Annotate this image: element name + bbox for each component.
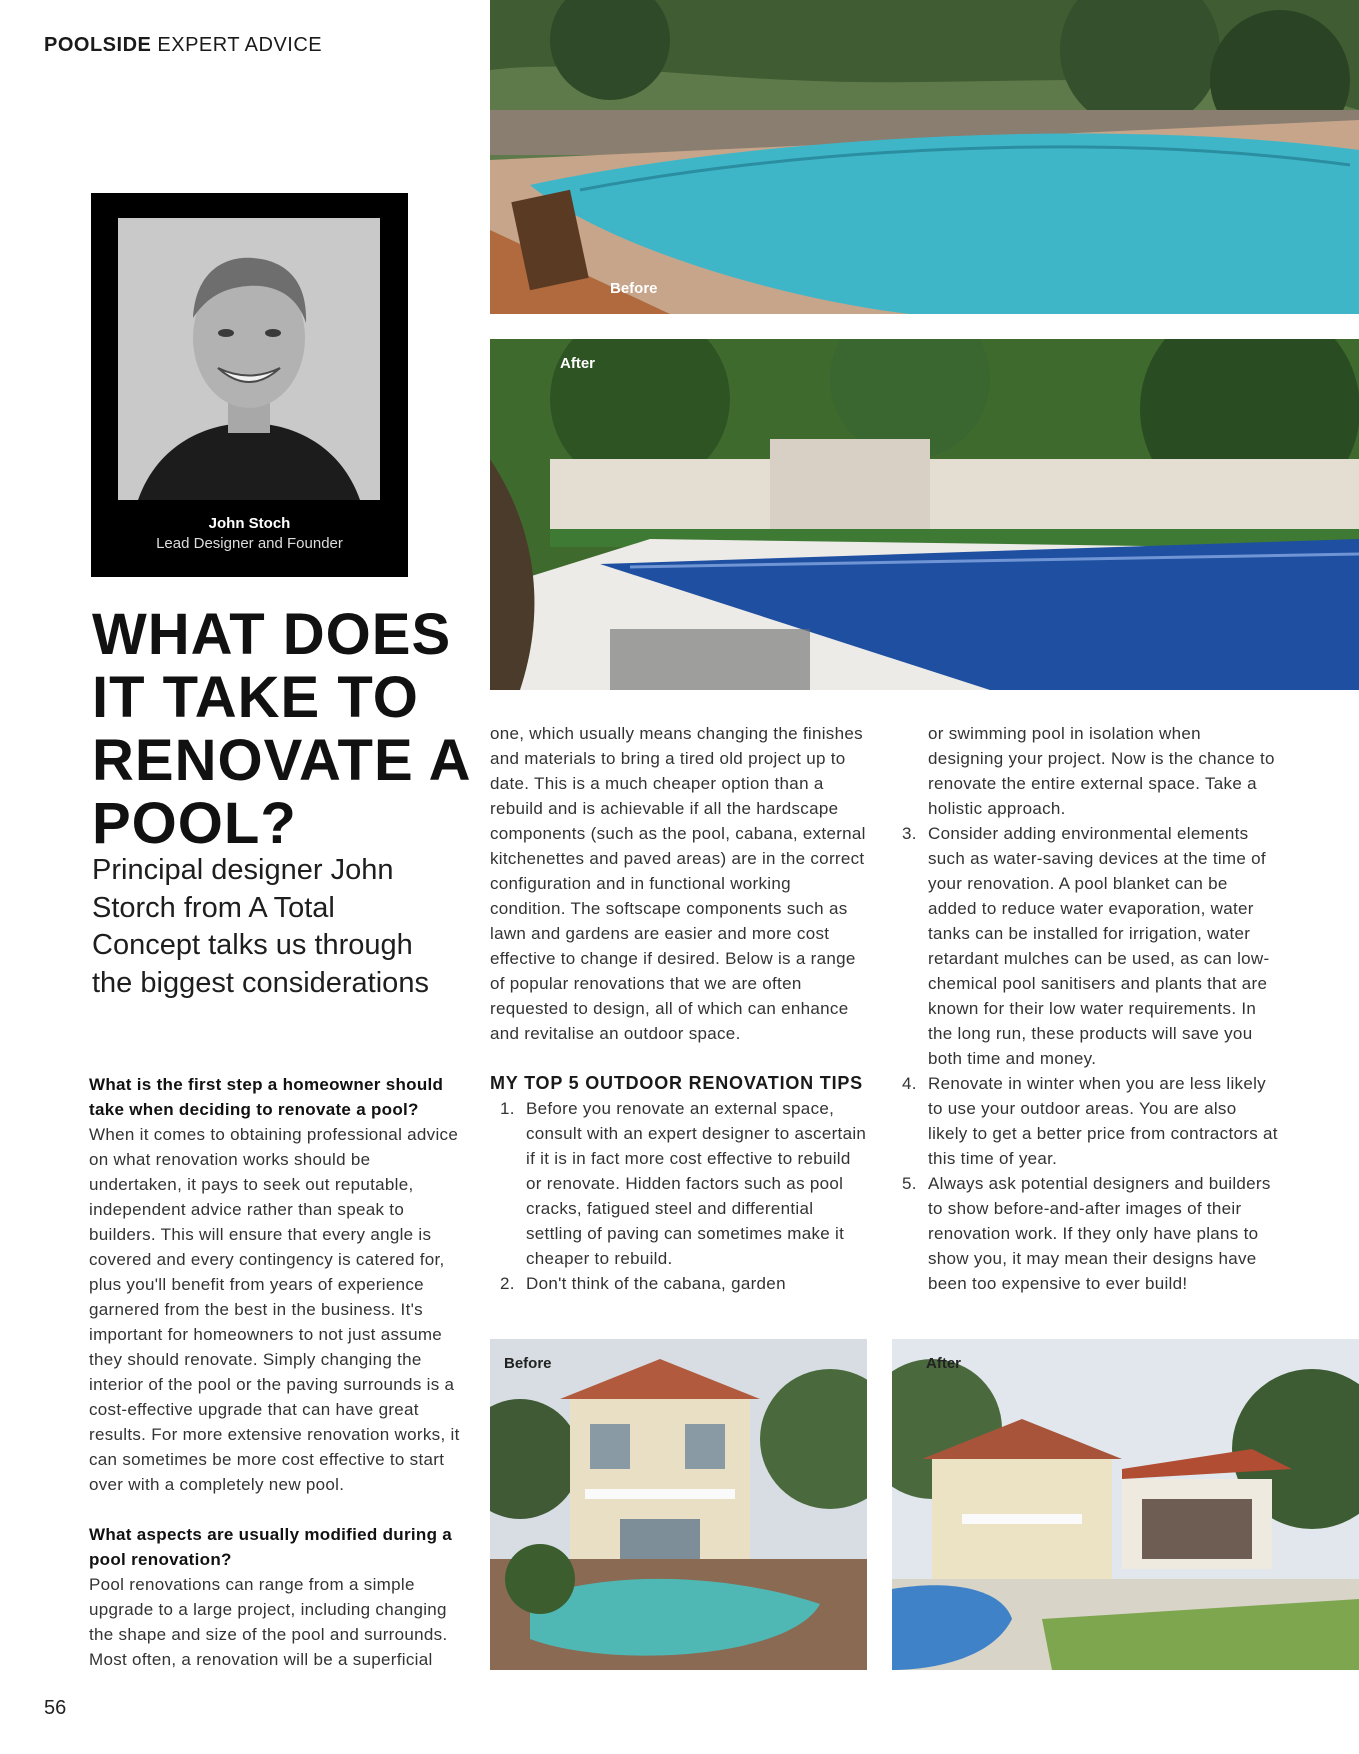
before-pool-photo bbox=[490, 0, 1359, 314]
section-label-bold: POOLSIDE bbox=[44, 34, 152, 56]
tip-text: Don't think of the cabana, garden bbox=[526, 1274, 786, 1293]
tip-item bbox=[902, 1071, 1280, 1171]
answer-2-part-2: one, which usually means changing the finishes and materials to bring a tired old project up to date. This is a much cheaper option than a rebuild and is achievable if all the hardscape components (such as the pool, cabana, external kitchenettes and paved areas) are in the correct configuration and in functional working condition. The softscape components such as lawn and gardens are easier and more cost effective to change if desired. Below is a range of popular renovations that we are often requested to design, all of which can enhance and revitalise an outdoor space. bbox=[490, 724, 866, 1043]
tip-text: Renovate in winter when you are less likely to use your outdoor areas. You are also likely to get a better price from contractors at this time of year. bbox=[928, 1074, 1278, 1168]
tip-item bbox=[490, 1271, 870, 1296]
tip-number: 2. bbox=[500, 1274, 515, 1293]
tip-number: 5. bbox=[902, 1174, 917, 1193]
tip-text: Consider adding environmental elements such as water-saving devices at the time of your renovation. A pool blanket can be added to reduce water evaporation, water tanks can be installed for irrigation, water retardant mulches can be used, as can low-chemical pool sanitisers and plants that are known for their low water requirements. In the long run, these products will save you both time and money. bbox=[928, 824, 1270, 1068]
article-column-2 bbox=[490, 721, 870, 1296]
question-2: What aspects are usually modified during a pool renovation? bbox=[89, 1525, 453, 1569]
article-headline: WHAT DOES IT TAKE TO RENOVATE A POOL? bbox=[92, 602, 470, 856]
tip-item bbox=[902, 821, 1280, 1071]
tip-item bbox=[902, 1171, 1280, 1296]
top-before-label: Before bbox=[610, 280, 658, 297]
tip-text: Always ask potential designers and builders to show before-and-after images of their renovation work. If they only have plans to show you, it may mean their designs have been too expensive to ever build! bbox=[928, 1174, 1271, 1293]
tip-number: 3. bbox=[902, 824, 917, 843]
tip-item bbox=[928, 721, 1280, 821]
bottom-before-label: Before bbox=[504, 1355, 552, 1372]
tip-item bbox=[490, 1096, 870, 1271]
tip-number: 1. bbox=[500, 1099, 515, 1118]
article-column-1 bbox=[89, 1072, 461, 1672]
question-1: What is the first step a homeowner should take when deciding to renovate a pool? bbox=[89, 1075, 444, 1119]
article-standfirst: Principal designer John Storch from A Total Concept talks us through the biggest considerations bbox=[92, 854, 429, 999]
bottom-after-label: After bbox=[926, 1355, 962, 1372]
profile-name: John Stoch bbox=[208, 515, 291, 532]
after-house-photo bbox=[892, 1339, 1359, 1670]
tip-text: or swimming pool in isolation when designing your project. Now is the chance to renovate the entire external space. Take a holistic approach. bbox=[928, 724, 1275, 818]
answer-2-part-1: Pool renovations can range from a simple upgrade to a large project, including changing the shape and size of the pool and surrounds. Most often, a renovation will be a superficial bbox=[89, 1575, 448, 1669]
tips-heading: MY TOP 5 OUTDOOR RENOVATION TIPS bbox=[490, 1073, 863, 1093]
top-after-label: After bbox=[560, 355, 596, 372]
section-label bbox=[44, 34, 322, 57]
tip-number: 4. bbox=[902, 1074, 917, 1093]
answer-1: When it comes to obtaining professional advice on what renovation works should be undertaken, it pays to seek out reputable, independent advice rather than speak to builders. This will ensure that every angle is covered and every contingency is catered for, plus you'll benefit from years of experience garnered from the best in the business. It's important for homeowners to not just assume they should renovate. Simply changing the interior of the pool or the paving surrounds is a cost-effective upgrade that can have great results. For more extensive renovation works, it can sometimes be more cost effective to start over with a completely new pool. bbox=[89, 1125, 460, 1494]
before-house-photo bbox=[490, 1339, 867, 1670]
page-number: 56 bbox=[44, 1697, 67, 1719]
profile-role: Lead Designer and Founder bbox=[156, 535, 343, 552]
profile-card bbox=[91, 193, 408, 577]
portrait-photo bbox=[118, 218, 380, 500]
tips-list-continued bbox=[902, 721, 1280, 1296]
after-pool-photo bbox=[490, 339, 1359, 690]
section-label-rest: EXPERT ADVICE bbox=[151, 34, 323, 56]
article-column-3 bbox=[902, 721, 1280, 1296]
tips-list bbox=[490, 1096, 870, 1296]
tip-text: Before you renovate an external space, consult with an expert designer to ascertain if it is in fact more cost effective to rebuild or renovate. Hidden factors such as pool cracks, fatigued steel and differential settling of paving can sometimes make it cheaper to rebuild. bbox=[526, 1099, 867, 1268]
